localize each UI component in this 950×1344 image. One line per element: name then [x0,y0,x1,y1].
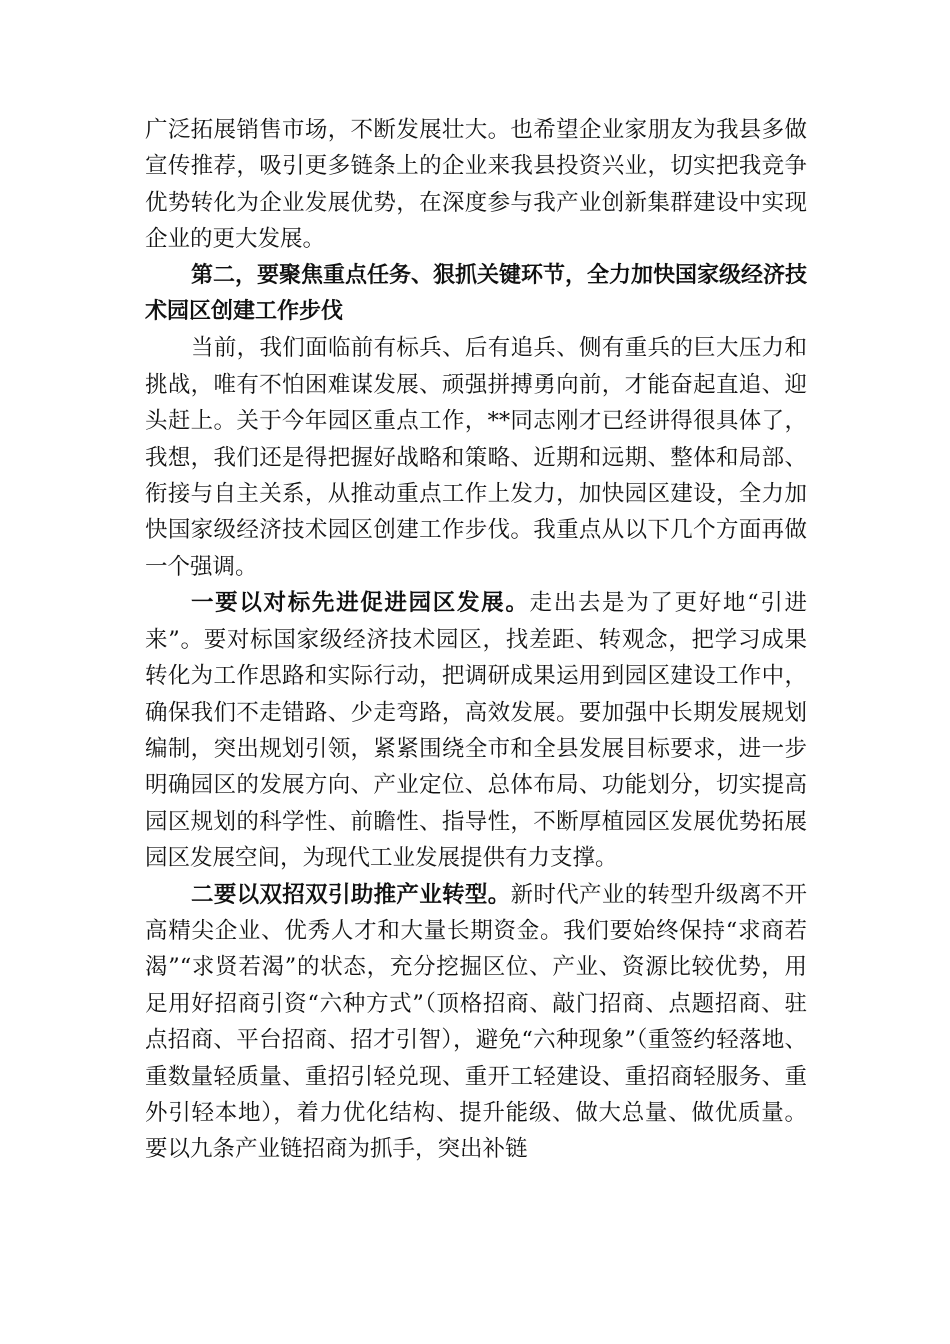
paragraph-lead-text: 一要以对标先进促进园区发展。 [191,590,530,617]
document-page [145,112,807,1168]
paragraph-lead-text: 二要以双招双引助推产业转型。 [191,881,511,908]
paragraph-benchmark [145,585,807,876]
paragraph-current-situation: 当前，我们面临前有标兵、后有追兵、侧有重兵的巨大压力和挑战，唯有不怕困难谋发展、顽强拼搏勇向前，才能奋起直追、迎头赶上。关于今年园区重点工作，**同志刚才已经讲得很具体了，我想，我们还是得把握好战略和策略、近期和远期、整体和局部、衔接与自主关系，从推动重点工作上发力，加快园区建设，全力加快国家级经济技术园区创建工作步伐。我重点从以下几个方面再做一个强调。 [145,335,807,580]
paragraph-body-text: 新时代产业的转型升级离不开高精尖企业、优秀人才和大量长期资金。我们要始终保持“求商若渴”“求贤若渴”的状态，充分挖掘区位、产业、资源比较优势，用足用好招商引资“六种方式”（顶格招商、敲门招商、点题招商、驻点招商、平台招商、招才引智），避免“六种现象”（重签约轻落地、重数量轻质量、重招引轻兑现、重开工轻建设、重招商轻服务、重外引轻本地），着力优化结构、提升能级、做大总量、做优质量。要以九条产业链招商为抓手，突出补链 [145,881,807,1163]
paragraph-body-text: 走出去是为了更好地“引进来”。要对标国家级经济技术园区，找差距、转观念，把学习成果转化为工作思路和实际行动，把调研成果运用到园区建设工作中，确保我们不走错路、少走弯路，高效发展。要加强中长期发展规划编制，突出规划引领，紧紧围绕全市和全县发展目标要求，进一步明确园区的发展方向、产业定位、总体布局、功能划分，切实提高园区规划的科学性、前瞻性、指导性，不断厚植园区发展优势拓展园区发展空间，为现代工业发展提供有力支撑。 [145,590,807,872]
section-heading: 第二，要聚焦重点任务、狠抓关键环节，全力加快国家级经济技术园区创建工作步伐 [145,262,808,325]
paragraph-investment [145,877,807,1168]
paragraph-continuation: 广泛拓展销售市场，不断发展壮大。也希望企业家朋友为我县多做宣传推荐，吸引更多链条上的企业来我县投资兴业，切实把我竞争优势转化为企业发展优势，在深度参与我产业创新集群建设中实现企业的更大发展。 [145,117,807,253]
